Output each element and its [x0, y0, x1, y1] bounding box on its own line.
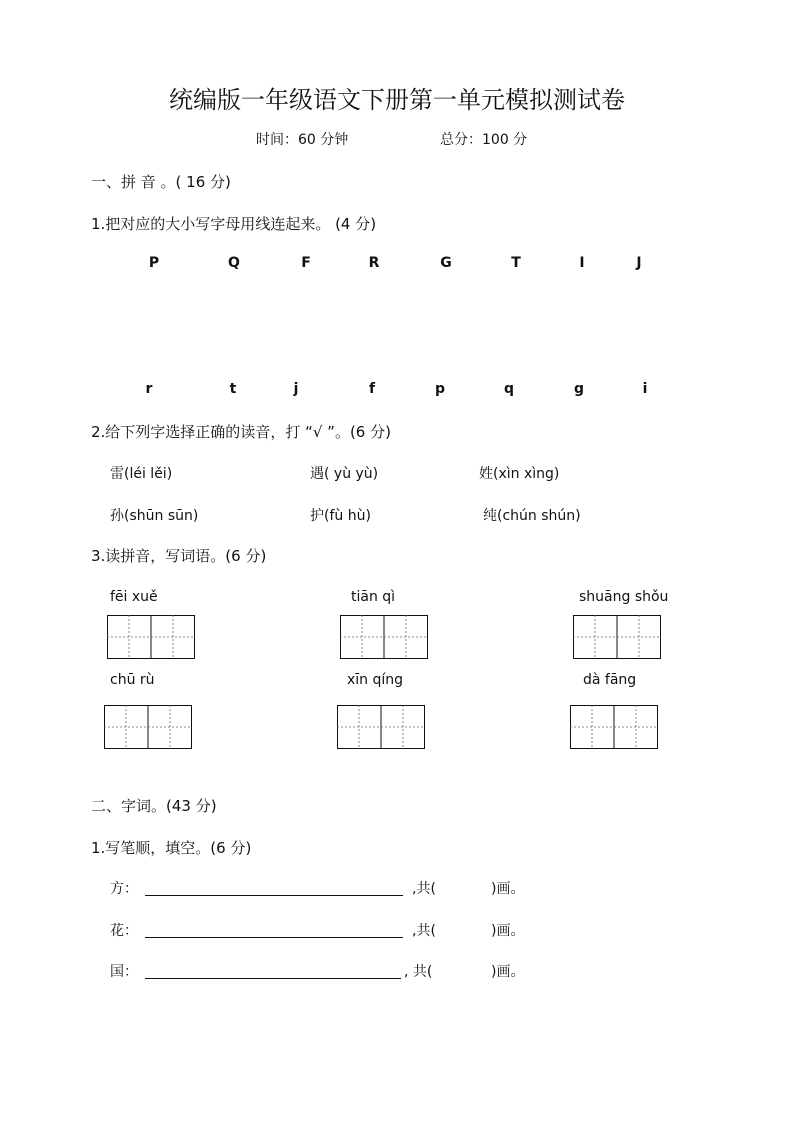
stroke-count-suffix: )画。: [491, 964, 525, 980]
stroke-order-blank[interactable]: [145, 978, 401, 979]
writing-grid[interactable]: [337, 705, 425, 749]
lowercase-letter[interactable]: j: [293, 381, 299, 397]
uppercase-letter[interactable]: Q: [228, 255, 240, 271]
stroke-order-char: 国：: [110, 964, 138, 980]
writing-grid[interactable]: [570, 705, 658, 749]
lowercase-letter[interactable]: t: [229, 381, 237, 397]
lowercase-letter[interactable]: f: [368, 381, 376, 397]
stroke-order-char: 方：: [110, 881, 138, 897]
pronunciation-choice[interactable]: 遇( yù yù): [310, 466, 379, 482]
pronunciation-choice[interactable]: 孙(shūn sūn): [110, 508, 199, 524]
stroke-count-label: ,共(: [412, 881, 436, 897]
exam-total-score: 总分：100 分: [440, 132, 528, 148]
uppercase-letter[interactable]: T: [511, 255, 521, 271]
lowercase-letter[interactable]: r: [145, 381, 153, 397]
pronunciation-choice[interactable]: 姓(xìn xìng): [479, 466, 560, 482]
pinyin-label: tiān qì: [351, 589, 396, 605]
uppercase-letter[interactable]: F: [301, 255, 311, 271]
question-1-1-prompt: 1.把对应的大小写字母用线连起来。 (4 分): [91, 215, 377, 233]
question-1-2-prompt: 2.给下列字选择正确的读音，打 “√ ”。(6 分): [91, 423, 391, 441]
stroke-count-suffix: )画。: [491, 881, 525, 897]
stroke-order-blank[interactable]: [145, 937, 403, 938]
exam-time: 时间：60 分钟: [256, 132, 349, 148]
lowercase-letter[interactable]: q: [503, 381, 515, 397]
page-title: 统编版一年级语文下册第一单元模拟测试卷: [169, 86, 625, 114]
pinyin-label: fēi xuě: [110, 589, 158, 605]
stroke-order-blank[interactable]: [145, 895, 403, 896]
writing-grid[interactable]: [107, 615, 195, 659]
pronunciation-choice[interactable]: 护(fù hù): [310, 508, 371, 524]
writing-grid[interactable]: [573, 615, 661, 659]
pronunciation-choice[interactable]: 雷(léi lěi): [110, 466, 173, 482]
pinyin-label: chū rù: [110, 672, 155, 688]
lowercase-letter[interactable]: g: [573, 381, 585, 397]
pinyin-label: shuāng shǒu: [579, 589, 669, 605]
section-1-heading: 一、拼 音 。( 16 分): [91, 173, 231, 191]
writing-grid[interactable]: [104, 705, 192, 749]
question-1-3-prompt: 3.读拼音，写词语。(6 分): [91, 547, 267, 565]
uppercase-letter[interactable]: J: [636, 255, 642, 271]
pinyin-label: xīn qíng: [347, 672, 404, 688]
uppercase-letter[interactable]: R: [368, 255, 380, 271]
writing-grid[interactable]: [340, 615, 428, 659]
stroke-count-label: , 共(: [404, 964, 433, 980]
pinyin-label: dà fāng: [583, 672, 637, 688]
stroke-count-suffix: )画。: [491, 923, 525, 939]
uppercase-letter[interactable]: G: [440, 255, 452, 271]
pronunciation-choice[interactable]: 纯(chún shún): [483, 508, 581, 524]
question-2-1-prompt: 1.写笔顺，填空。(6 分): [91, 839, 252, 857]
lowercase-letter[interactable]: p: [434, 381, 446, 397]
stroke-count-label: ,共(: [412, 923, 436, 939]
lowercase-letter[interactable]: i: [642, 381, 648, 397]
uppercase-letter[interactable]: I: [579, 255, 585, 271]
section-2-heading: 二、字词。(43 分): [91, 797, 217, 815]
uppercase-letter[interactable]: P: [148, 255, 160, 271]
stroke-order-char: 花：: [110, 923, 138, 939]
